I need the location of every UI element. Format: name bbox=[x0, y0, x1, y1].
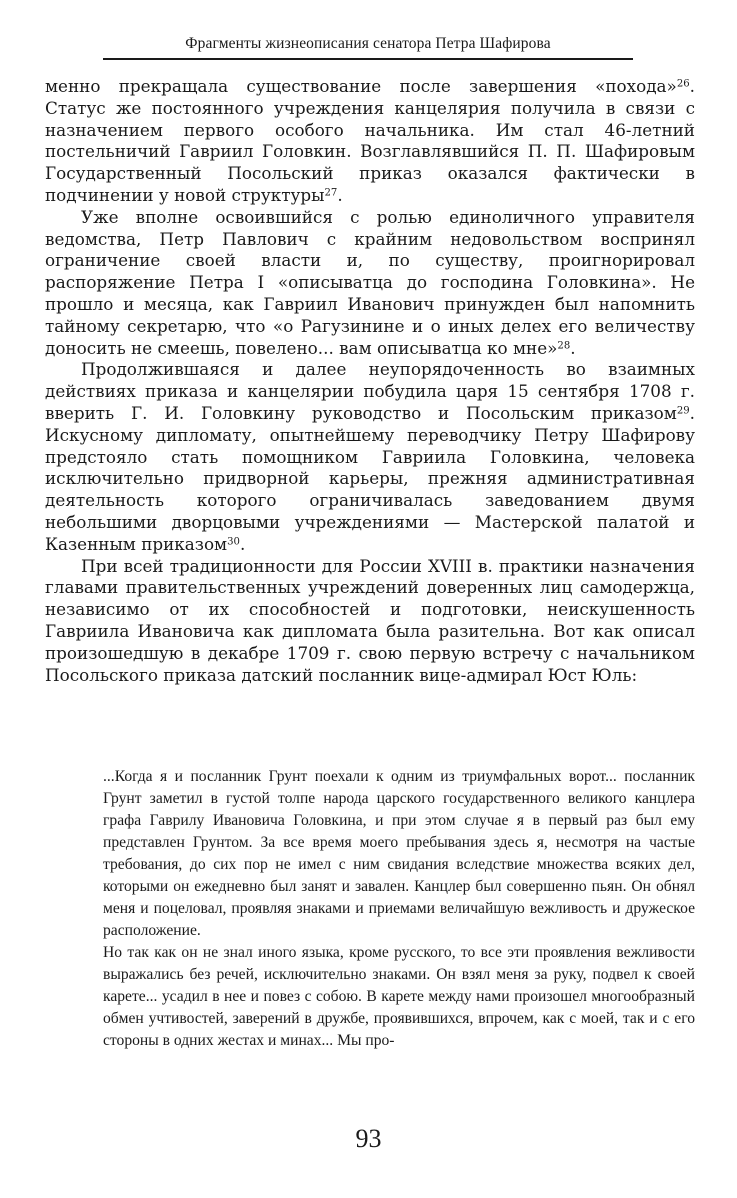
quote-paragraph-1: ...Когда я и посланник Грунт поехали к одним из триумфальных ворот... посланник Грунт заметил в густой толпе народа царского государственного великого канцлера графа Гаврилу Ивановича Головкина, и при этом случае я в первый раз был ему представлен Грунтом. За все время моего пребывания здесь я, несмотря на частые требования, до сих пор не имел с ним свидания вследствие множества всяких дел, которыми он ежедневно был занят и завален. Канцлер был совершенно пьян. Он обнял меня и поцеловал, проявляя знаками и приемами величайшую вежливость и дружеское расположение. bbox=[103, 768, 695, 939]
page-number: 93 bbox=[355, 1124, 382, 1153]
paragraph-2: Уже вполне освоившийся с ролью единоличного управителя ведомства, Петр Павлович с крайним недовольством воспринял ограничение своей власти и, по существу, проигнорировал распоряжение Петра I «описыватца до господина Головкина». Не прошло и месяца, как Гавриил Иванович принужден был напомнить тайному секретарю, что «о Рагузинине и о иных делех его величеству доносить не смеешь, повелено... вам описыватца ко мне»$^{28}$. bbox=[45, 206, 695, 358]
quote-paragraph-2: Но так как он не знал иного языка, кроме русского, то все эти проявления вежливости выражались без речей, исключительно знаками. Он взял меня за руку, подвел к своей карете... усадил в нее и повез с собою. В карете между нами произошел многообразный обмен учтивостей, заверений в дружбе, проявившихся, впрочем, как с моей, так и с его стороны в одних жестах и минах... Мы про- bbox=[103, 944, 695, 1049]
footnote-ref-30: 30 bbox=[227, 536, 240, 548]
header-rule bbox=[103, 58, 633, 60]
footnote-ref-27: 27 bbox=[324, 187, 338, 199]
running-header: Фрагменты жизнеописания сенатора Петра Шафирова bbox=[185, 35, 551, 52]
footnote-ref-28: 28 bbox=[557, 340, 571, 352]
paragraph-4: При всей традиционности для России XVIII в. практики назначения главами правительственных учреждений доверенных лиц самодержца, независимо от их способностей и подготовки, неискушенность Гавриила Ивановича как дипломата была разительна. Вот как описал произошедшую в декабре 1709 г. свою первую встречу с начальником Посольского приказа датский посланник вице-адмирал Юст Юль: bbox=[45, 555, 695, 685]
paragraph-3: Продолжившаяся и далее неупорядоченность во взаимных действиях приказа и канцелярии побудила царя 15 сентября 1708 г. вверить Г. И. Головкину руководство и Посольским приказом$^{29}$. Искусному дипломату, опытнейшему переводчику Петру Шафирову предстояло стать помощником Гавриила Головкина, человека исключительно придворной карьеры, прежняя административная деятельность которого ограничивалась заведованием двумя небольшими дворцовыми учреждениями — Мастерской палатой и Казенным приказом$^{30}$. bbox=[45, 359, 695, 554]
block-quote bbox=[103, 766, 695, 1052]
main-text bbox=[45, 76, 695, 686]
paragraph-1: менно прекращала существование после завершения «похода»$^{26}$. Статус же постоянного учреждения канцелярия получила в связи с назначением первого особого начальника. Им стал 46-летний постельничий Гавриил Головкин. Возглавлявшийся П. П. Шафировым Государственный Посольский приказ оказался фактически в подчинении у новой структуры$^{27}$. bbox=[45, 76, 695, 205]
footnote-ref-26: 26 bbox=[676, 78, 690, 90]
footnote-ref-29: 29 bbox=[676, 405, 690, 417]
